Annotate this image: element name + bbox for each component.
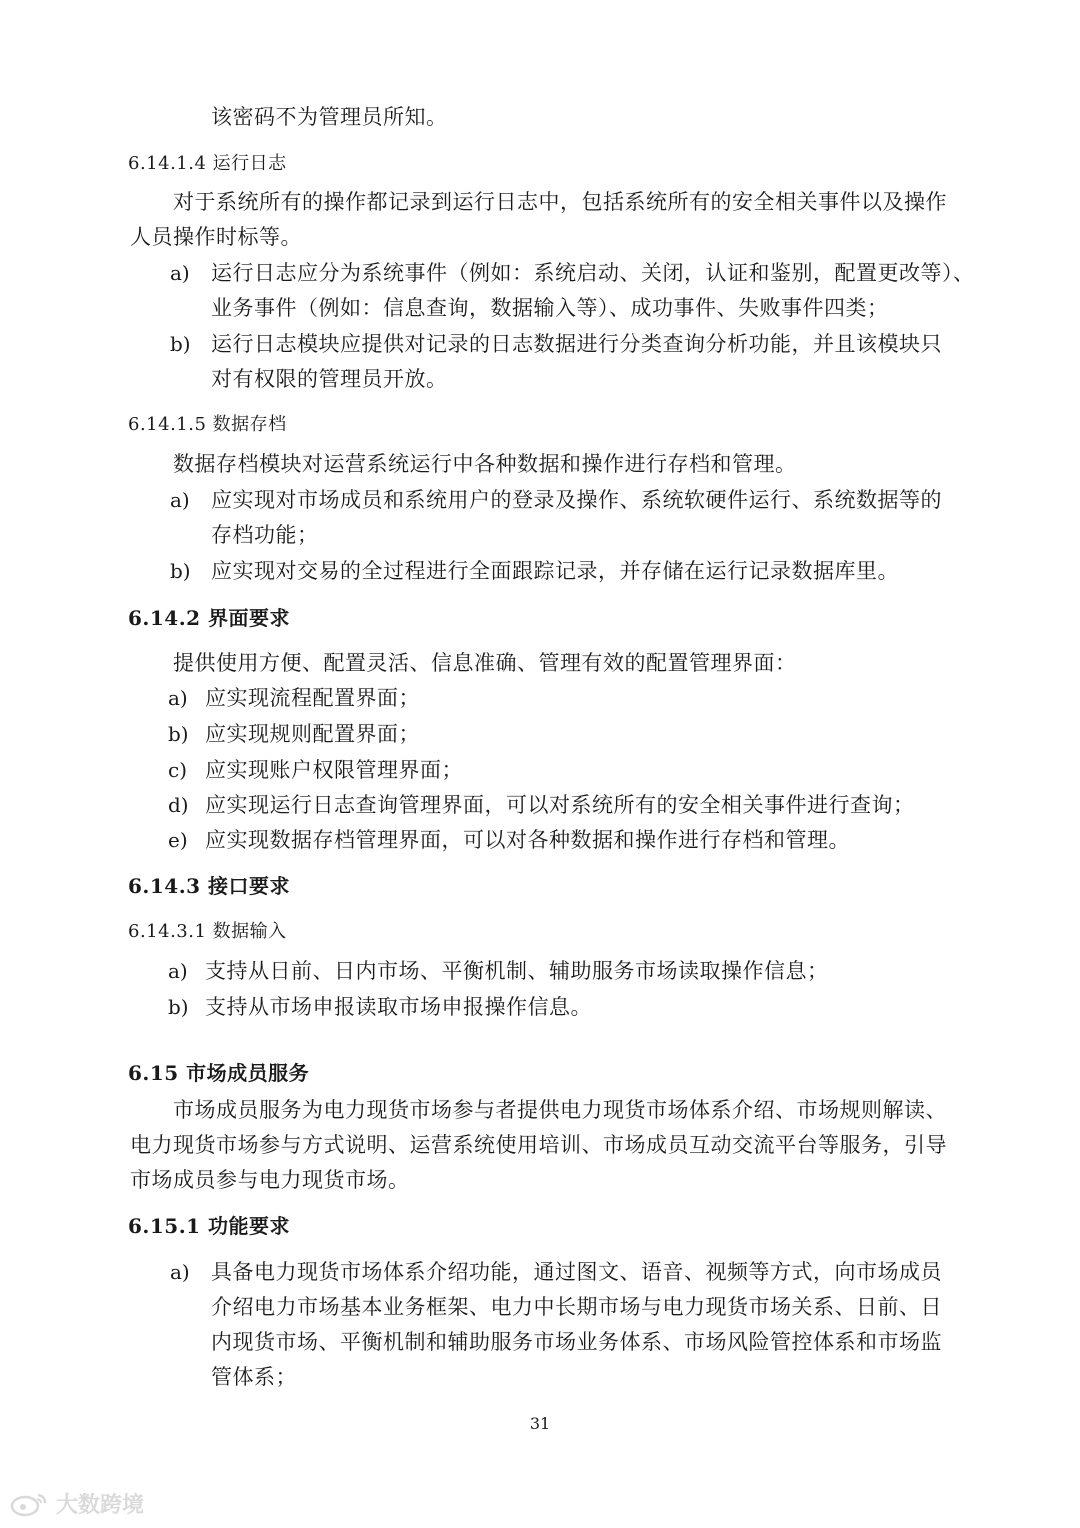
body-text: 提供使用方便、配置灵活、信息准确、管理有效的配置管理界面：: [173, 651, 797, 675]
heading-6-14-1-5: 6.14.1.5 数据存档: [128, 414, 287, 435]
list-item-text: 应实现运行日志查询管理界面，可以对系统所有的安全相关事件进行查询；: [205, 793, 915, 817]
heading-6-14-3: 6.14.3 接口要求: [128, 874, 291, 898]
body-text: 市场成员服务为电力现货市场参与者提供电力现货市场体系介绍、市场规则解读、: [173, 1098, 947, 1122]
body-text: 人员操作时标等。: [130, 225, 302, 249]
list-item-text: 应实现流程配置界面；: [205, 686, 420, 710]
weibo-logo-icon: [10, 1491, 50, 1517]
heading-6-15: 6.15 市场成员服务: [128, 1061, 310, 1085]
list-marker: a): [168, 686, 188, 710]
heading-6-14-1-4: 6.14.1.4 运行日志: [128, 153, 287, 174]
list-marker: b): [170, 332, 191, 356]
body-text: 市场成员参与电力现货市场。: [130, 1168, 410, 1192]
page-number: 31: [529, 1414, 551, 1433]
list-marker: e): [168, 828, 188, 852]
watermark: [10, 1488, 144, 1519]
list-marker: a): [168, 959, 188, 983]
list-item-text: 管体系；: [211, 1365, 297, 1389]
list-item-text: 支持从市场申报读取市场申报操作信息。: [205, 995, 592, 1019]
list-marker: b): [168, 722, 189, 746]
list-item-text: 应实现规则配置界面；: [205, 722, 420, 746]
list-item-text: 应实现账户权限管理界面；: [205, 758, 463, 782]
list-marker: a): [170, 488, 190, 512]
list-item-text: 对有权限的管理员开放。: [211, 367, 448, 391]
list-marker: a): [170, 1260, 190, 1284]
list-item-text: 具备电力现货市场体系介绍功能，通过图文、语音、视频等方式，向市场成员: [211, 1260, 942, 1284]
body-text: 该密码不为管理员所知。: [211, 105, 448, 129]
list-item-text: 介绍电力市场基本业务框架、电力中长期市场与电力现货市场关系、日前、日: [211, 1295, 942, 1319]
list-item-text: 运行日志模块应提供对记录的日志数据进行分类查询分析功能，并且该模块只: [211, 332, 942, 356]
list-marker: c): [168, 758, 188, 782]
heading-6-15-1: 6.15.1 功能要求: [128, 1214, 291, 1238]
list-item-text: 存档功能；: [211, 523, 319, 547]
body-text: 电力现货市场参与方式说明、运营系统使用培训、市场成员互动交流平台等服务，引导: [130, 1133, 947, 1157]
body-text: 对于系统所有的操作都记录到运行日志中，包括系统所有的安全相关事件以及操作: [173, 190, 947, 214]
list-marker: b): [168, 995, 189, 1019]
list-marker: b): [170, 559, 191, 583]
list-item-text: 业务事件（例如：信息查询，数据输入等）、成功事件、失败事件四类；: [211, 296, 889, 320]
list-item-text: 应实现数据存档管理界面，可以对各种数据和操作进行存档和管理。: [205, 828, 850, 852]
list-marker: a): [170, 261, 190, 285]
list-marker: d): [168, 793, 189, 817]
list-item-text: 应实现对市场成员和系统用户的登录及操作、系统软硬件运行、系统数据等的: [211, 488, 942, 512]
heading-6-14-3-1: 6.14.3.1 数据输入: [128, 921, 287, 942]
heading-6-14-2: 6.14.2 界面要求: [128, 606, 291, 630]
body-text: 数据存档模块对运营系统运行中各种数据和操作进行存档和管理。: [173, 452, 797, 476]
list-item-text: 运行日志应分为系统事件（例如：系统启动、关闭，认证和鉴别，配置更改等）、: [211, 261, 975, 285]
list-item-text: 内现货市场、平衡机制和辅助服务市场业务体系、市场风险管控体系和市场监: [211, 1330, 942, 1354]
list-item-text: 应实现对交易的全过程进行全面跟踪记录，并存储在运行记录数据库里。: [211, 559, 899, 583]
watermark-text: 大数跨境: [56, 1493, 145, 1518]
list-item-text: 支持从日前、日内市场、平衡机制、辅助服务市场读取操作信息；: [205, 959, 829, 983]
